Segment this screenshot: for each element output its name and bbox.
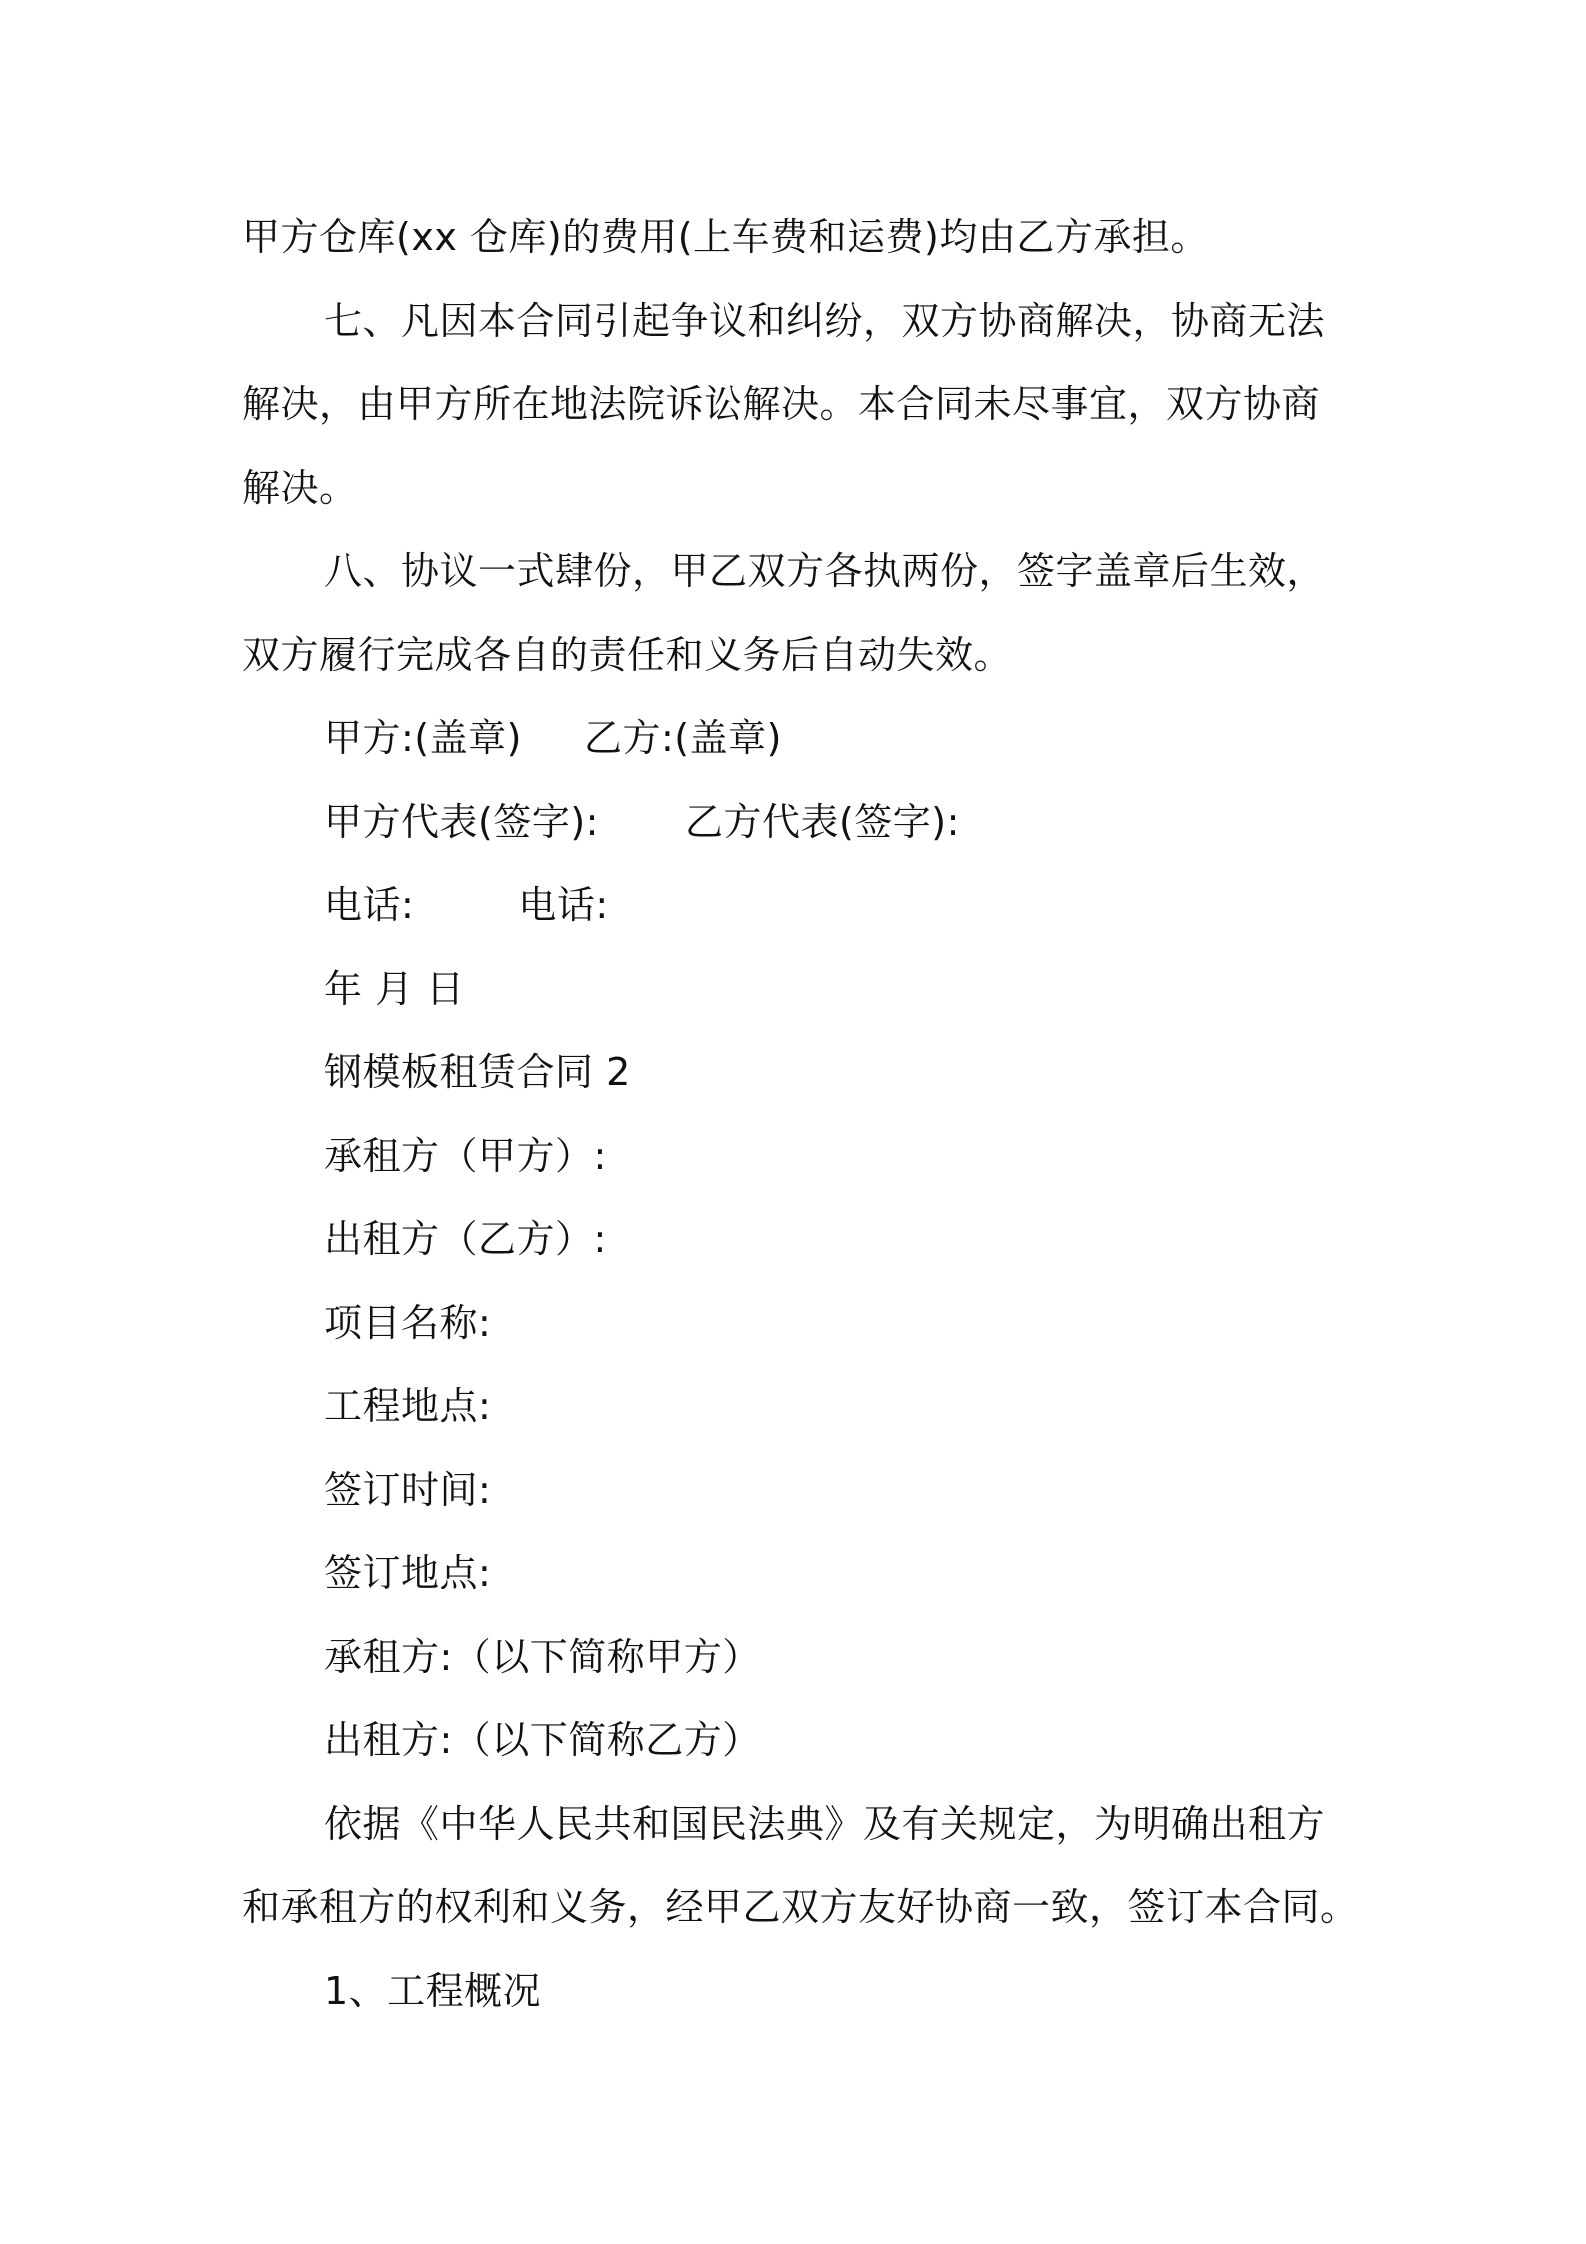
contract-title: 钢模板租赁合同 2 <box>324 1050 631 1094</box>
party-a-representative-label: 甲方代表(签字): <box>324 799 599 844</box>
lessee-short-name-line: 承租方:（以下简称甲方） <box>324 1634 761 1679</box>
phone-row <box>242 864 1354 948</box>
party-b-phone-label: 电话: <box>518 883 609 927</box>
party-b-seal-label: 乙方:(盖章) <box>583 716 782 760</box>
basis-paragraph-line-1: 依据《中华人民共和国民法典》及有关规定，为明确出租方 <box>324 1801 1326 1846</box>
clause-eight-line-1: 八、协议一式肆份，甲乙双方各执两份，签字盖章后生效， <box>324 549 1326 593</box>
section-one-heading: 1、工程概况 <box>324 1968 542 2013</box>
seal-row <box>242 697 1354 781</box>
representative-row <box>242 781 1354 865</box>
signing-place-line: 签订地点: <box>324 1551 492 1595</box>
clause-seven-line-2: 解决，由甲方所在地法院诉讼解决。本合同未尽事宜，双方协商 <box>242 382 1321 426</box>
basis-paragraph-line-2: 和承租方的权利和义务，经甲乙双方友好协商一致，签订本合同。 <box>242 1885 1359 1929</box>
lessor-short-name-line: 出租方:（以下简称乙方） <box>324 1718 761 1762</box>
lessor-line: 出租方（乙方）: <box>324 1217 607 1261</box>
date-line: 年 月 日 <box>324 966 465 1011</box>
party-b-representative-label: 乙方代表(签字): <box>684 799 960 844</box>
signing-time-line: 签订时间: <box>324 1467 492 1512</box>
party-a-seal-label: 甲方:(盖章) <box>324 716 522 760</box>
clause-seven-line-3: 解决。 <box>242 465 358 510</box>
party-a-phone-label: 电话: <box>324 883 415 927</box>
project-name-line: 项目名称: <box>324 1300 492 1345</box>
lessee-line: 承租方（甲方）: <box>324 1133 607 1178</box>
paragraph-line-1: 甲方仓库(xx 仓库)的费用(上车费和运费)均由乙方承担。 <box>242 215 1209 259</box>
clause-seven-line-1: 七、凡因本合同引起争议和纠纷，双方协商解决，协商无法 <box>324 298 1326 343</box>
project-location-line: 工程地点: <box>324 1384 492 1428</box>
document-body <box>242 196 1359 2033</box>
clause-eight-line-2: 双方履行完成各自的责任和义务后自动失效。 <box>242 632 1013 677</box>
